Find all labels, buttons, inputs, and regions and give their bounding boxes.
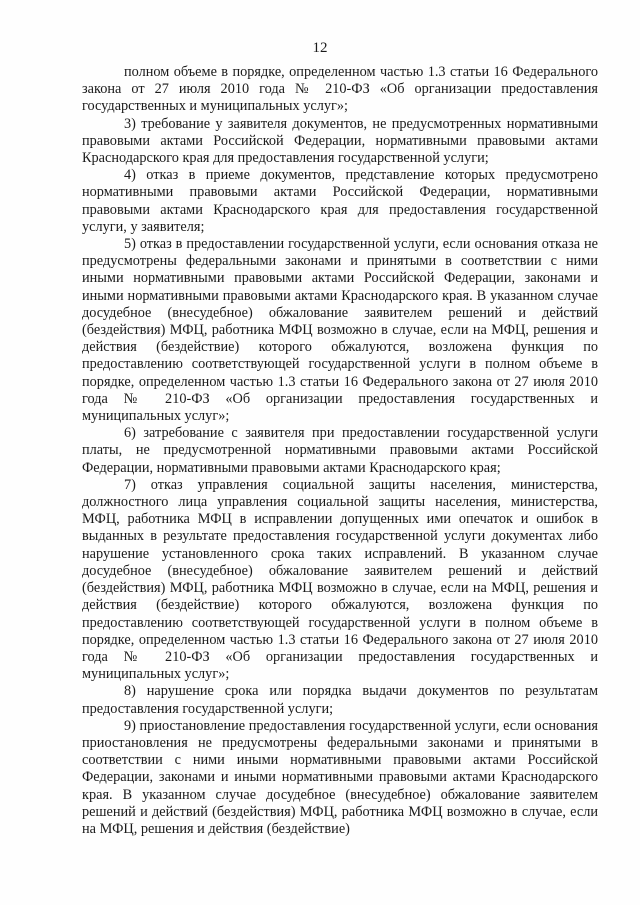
paragraph-item-9: 9) приостановление предоставления государственной услуги, если основания приостановления не предусмотрены федеральными законами и принятыми в соответствии с ними иными нормативными правовыми актами Российской Федерации, законами и иными нормативными правовыми актами Краснодарского края. В указанном случае досудебное (внесудебное) обжалование заявителем решений и действий (бездействия) МФЦ, работника МФЦ возможно в случае, если на МФЦ, решения и действия (бездействие): [82, 717, 598, 837]
paragraph-item-8: 8) нарушение срока или порядка выдачи документов по результатам предоставления государственной услуги;: [82, 683, 598, 717]
document-body: [82, 64, 598, 838]
paragraph-item-4: 4) отказ в приеме документов, представление которых предусмотрено нормативными правовыми актами Российской Федерации, нормативными правовыми актами Краснодарского края для предоставления государственной услуги, у заявителя;: [82, 167, 598, 235]
paragraph-item-5: 5) отказ в предоставлении государственной услуги, если основания отказа не предусмотрены федеральными законами и принятыми в соответствии с ними иными нормативными правовыми актами Российской Федерации, законами и иными нормативными правовыми актами Краснодарского края. В указанном случае досудебное (внесудебное) обжалование заявителем решений и действий (бездействия) МФЦ, работника МФЦ возможно в случае, если на МФЦ, решения и действия (бездействие) которого обжалуются, возложена функция по предоставлению соответствующей государственной услуги в полном объеме в порядке, определенном частью 1.3 статьи 16 Федерального закона от 27 июля 2010 года № 210-ФЗ «Об организации предоставления государственных и муниципальных услуг»;: [82, 236, 598, 425]
paragraph-continuation: полном объеме в порядке, определенном частью 1.3 статьи 16 Федерального закона от 27 июля 2010 года № 210-ФЗ «Об организации предоставления государственных и муниципальных услуг»;: [82, 64, 598, 115]
paragraph-item-6: 6) затребование с заявителя при предоставлении государственной услуги платы, не предусмотренной нормативными правовыми актами Российской Федерации, нормативными правовыми актами Краснодарского края;: [82, 425, 598, 476]
paragraph-item-7: 7) отказ управления социальной защиты населения, министерства, должностного лица управления социальной защиты населения, министерства, МФЦ, работника МФЦ в исправлении допущенных ими опечаток и ошибок в выданных в результате предоставления государственной услуги документах либо нарушение установленного срока таких исправлений. В указанном случае досудебное (внесудебное) обжалование заявителем решений и действий (бездействия) МФЦ, работника МФЦ возможно в случае, если на МФЦ, решения и действия (бездействие) которого обжалуются, возложена функция по предоставлению соответствующей государственной услуги в полном объеме в порядке, определенном частью 1.3 статьи 16 Федерального закона от 27 июля 2010 года № 210-ФЗ «Об организации предоставления государственных и муниципальных услуг»;: [82, 476, 598, 683]
paragraph-item-3: 3) требование у заявителя документов, не предусмотренных нормативными правовыми актами Российской Федерации, нормативными правовыми актами Краснодарского края для предоставления государственной услуги;: [82, 115, 598, 167]
page-number: 12: [312, 40, 328, 56]
